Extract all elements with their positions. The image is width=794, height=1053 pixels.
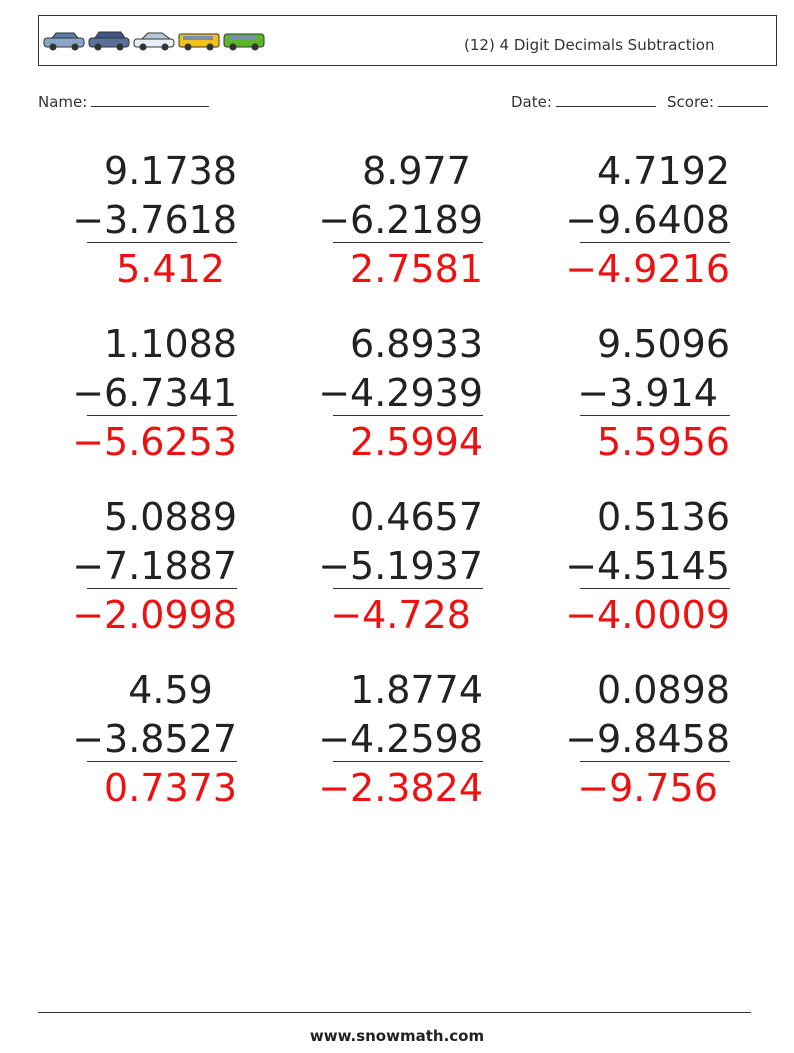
minuend: 0.0898	[597, 668, 730, 712]
subtrahend: −3.8527	[72, 717, 237, 761]
answer-rule	[87, 761, 237, 762]
subtrahend: −6.7341	[72, 371, 237, 415]
answer: 5.412	[116, 247, 237, 291]
minuend: 0.4657	[350, 495, 483, 539]
score-label: Score:	[667, 93, 715, 111]
problem-6	[570, 321, 730, 471]
suv-icon	[87, 29, 131, 53]
name-line	[91, 93, 209, 107]
worksheet-title: (12) 4 Digit Decimals Subtraction	[464, 36, 715, 54]
problem-10	[72, 667, 237, 817]
minuend: 1.8774	[350, 668, 483, 712]
subtrahend: −4.2598	[318, 717, 483, 761]
answer: 0.7373	[104, 766, 237, 810]
problem-4	[72, 321, 237, 471]
answer: −4.9216	[565, 247, 730, 291]
answer: 5.5956	[597, 420, 730, 464]
subtrahend: −5.1937	[318, 544, 483, 588]
footer-site: www.snowmath.com	[309, 1027, 485, 1045]
answer-rule	[333, 588, 483, 589]
footer-divider	[38, 1012, 751, 1013]
minuend: 9.5096	[597, 322, 730, 366]
minuend: 1.1088	[104, 322, 237, 366]
minuend: 0.5136	[597, 495, 730, 539]
answer: −5.6253	[72, 420, 237, 464]
subtrahend: −4.2939	[318, 371, 483, 415]
answer: −4.728	[330, 593, 483, 637]
answer-rule	[87, 415, 237, 416]
subtrahend: −9.8458	[565, 717, 730, 761]
subtrahend: −7.1887	[72, 544, 237, 588]
answer: −4.0009	[565, 593, 730, 637]
problem-5	[318, 321, 483, 471]
problem-1	[72, 148, 237, 298]
problem-2	[318, 148, 483, 298]
green-van-icon	[222, 29, 266, 53]
answer: 2.5994	[350, 420, 483, 464]
date-label: Date:	[511, 93, 552, 111]
minuend: 5.0889	[104, 495, 237, 539]
car-icon	[42, 29, 86, 53]
name-field	[38, 93, 209, 111]
date-field	[511, 93, 656, 111]
problem-12	[565, 667, 730, 817]
score-field	[667, 93, 768, 111]
answer: −2.3824	[318, 766, 483, 810]
answer-rule	[580, 761, 730, 762]
minuend: 8.977	[362, 149, 483, 193]
header-box	[38, 15, 777, 66]
answer: 2.7581	[350, 247, 483, 291]
problem-8	[318, 494, 483, 644]
answer-rule	[580, 588, 730, 589]
answer-rule	[333, 761, 483, 762]
car-icons	[42, 29, 266, 53]
subtrahend: −6.2189	[318, 198, 483, 242]
minuend: 4.59	[128, 668, 237, 712]
hatchback-icon	[132, 29, 176, 53]
problem-3	[565, 148, 730, 298]
answer-rule	[580, 242, 730, 243]
problem-9	[565, 494, 730, 644]
score-line	[718, 93, 768, 107]
van-icon	[177, 29, 221, 53]
answer-rule	[333, 415, 483, 416]
answer-rule	[87, 242, 237, 243]
minuend: 4.7192	[597, 149, 730, 193]
minuend: 6.8933	[350, 322, 483, 366]
answer-rule	[580, 415, 730, 416]
date-line	[556, 93, 656, 107]
subtrahend: −3.914	[577, 371, 730, 415]
answer: −9.756	[577, 766, 730, 810]
answer: −2.0998	[72, 593, 237, 637]
subtrahend: −3.7618	[72, 198, 237, 242]
name-label: Name:	[38, 93, 88, 111]
answer-rule	[333, 242, 483, 243]
subtrahend: −9.6408	[565, 198, 730, 242]
minuend: 9.1738	[104, 149, 237, 193]
answer-rule	[87, 588, 237, 589]
problem-11	[318, 667, 483, 817]
subtrahend: −4.5145	[565, 544, 730, 588]
problem-7	[72, 494, 237, 644]
